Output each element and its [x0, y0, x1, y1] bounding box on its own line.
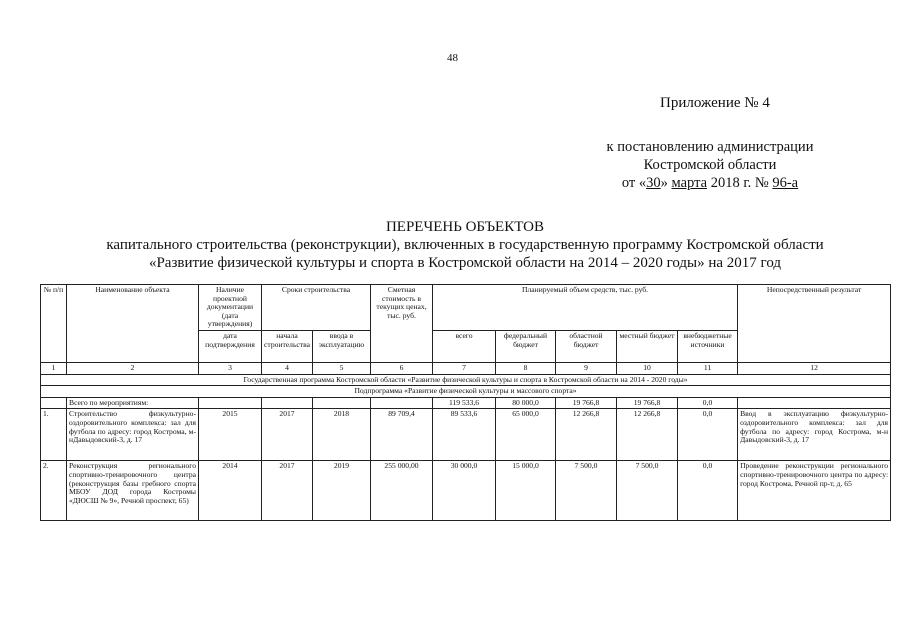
header-total: всего [433, 330, 496, 362]
col-number: 5 [313, 362, 371, 374]
total-row-regional: 19 766,8 [556, 397, 617, 409]
total-row-empty [313, 397, 371, 409]
table-row [41, 461, 891, 521]
objects-table [40, 284, 891, 521]
decree-reference [560, 138, 860, 192]
row-start-year: 2017 [262, 409, 313, 461]
row-federal: 65 000,0 [496, 409, 556, 461]
decree-number: 96-а [772, 175, 799, 191]
total-row-label: Всего по мероприятиям: [67, 397, 199, 409]
decree-day: 30 [646, 175, 661, 191]
total-row-empty [199, 397, 262, 409]
col-number: 2 [67, 362, 199, 374]
col-number: 9 [556, 362, 617, 374]
header-commission: ввода в эксплуатацию [313, 330, 371, 362]
header-cost: Сметная стоимость в текущих ценах, тыс. руб. [371, 285, 433, 363]
title-line-2: капитального строительства (реконструкции), включенных в государственную программу Костромской области [106, 237, 824, 253]
row-local: 12 266,8 [617, 409, 678, 461]
row-total: 30 000,0 [433, 461, 496, 521]
total-row-local: 19 766,8 [617, 397, 678, 409]
row-start-year: 2017 [262, 461, 313, 521]
col-number: 8 [496, 362, 556, 374]
total-row-empty [738, 397, 891, 409]
header-docs: Наличие проектной документации (дата утверждения) [199, 285, 262, 331]
header-regional: областной бюджет [556, 330, 617, 362]
header-name: Наименование объекта [67, 285, 199, 363]
col-number: 12 [738, 362, 891, 374]
row-num: 2. [41, 461, 67, 521]
decree-line-1: к постановлению администрации [606, 139, 814, 155]
col-number: 4 [262, 362, 313, 374]
col-number: 10 [617, 362, 678, 374]
column-number-row [41, 362, 891, 374]
header-start: начала строительства [262, 330, 313, 362]
row-num: 1. [41, 409, 67, 461]
table-row [41, 409, 891, 461]
col-number: 6 [371, 362, 433, 374]
total-row-empty [262, 397, 313, 409]
row-local: 7 500,0 [617, 461, 678, 521]
row-cost: 89 709,4 [371, 409, 433, 461]
total-row-total: 119 533,6 [433, 397, 496, 409]
header-local: местный бюджет [617, 330, 678, 362]
col-number: 7 [433, 362, 496, 374]
title-line-3: «Развитие физической культуры и спорта в Костромской области на 2014 – 2020 годы» на 2017 год [148, 255, 782, 271]
row-offbudget: 0,0 [678, 409, 738, 461]
row-offbudget: 0,0 [678, 461, 738, 521]
total-row-empty [371, 397, 433, 409]
row-federal: 15 000,0 [496, 461, 556, 521]
total-row [41, 397, 891, 409]
header-result: Непосредственный результат [738, 285, 891, 363]
document-title [40, 218, 890, 272]
decree-line-2: Костромской области [643, 157, 777, 173]
decree-month: марта [671, 175, 708, 191]
decree-year: 2018 г. № [707, 175, 773, 191]
title-line-1: ПЕРЕЧЕНЬ ОБЪЕКТОВ [385, 219, 545, 235]
decree-sep: » [660, 175, 672, 191]
row-result: Проведение реконструкции регионального спортивно-тренировочного центра по адресу: город Кострома, Речной пр-т, д. 65 [738, 461, 891, 521]
row-end-year: 2018 [313, 409, 371, 461]
page-number: 48 [447, 52, 458, 64]
header-offbudget: внебюджетные источники [678, 330, 738, 362]
appendix-label: Приложение № 4 [660, 95, 770, 111]
row-object-name: Строительство физкультурно-оздоровительного комплекса: зал для футбола по адресу: город Кострома, м-нДавыдовский-3, д. 17 [67, 409, 199, 461]
header-federal: федеральный бюджет [496, 330, 556, 362]
row-end-year: 2019 [313, 461, 371, 521]
col-number: 3 [199, 362, 262, 374]
header-terms: Сроки строительства [262, 285, 371, 331]
total-row-offbudget: 0,0 [678, 397, 738, 409]
row-cost: 255 000,00 [371, 461, 433, 521]
decree-line-3 [560, 174, 860, 192]
row-regional: 12 266,8 [556, 409, 617, 461]
col-number: 1 [41, 362, 67, 374]
decree-prefix: от « [621, 175, 647, 191]
row-docs-date: 2015 [199, 409, 262, 461]
row-regional: 7 500,0 [556, 461, 617, 521]
header-num: № п/п [41, 285, 67, 363]
header-docs-date: дата подтверждения [199, 330, 262, 362]
row-docs-date: 2014 [199, 461, 262, 521]
subprogram-row: Подпрограмма «Развитие физической культуры и массового спорта» [41, 386, 891, 398]
row-result: Ввод в эксплуатацию физкультурно-оздоровительного комплекса: зал для футбола по адресу: город Кострома, м-н Давыдовский-3, д. 17 [738, 409, 891, 461]
col-number: 11 [678, 362, 738, 374]
total-row-empty [41, 397, 67, 409]
total-row-federal: 80 000,0 [496, 397, 556, 409]
program-row: Государственная программа Костромской области «Развитие физической культуры и спорта в Костромской области на 2014 - 2020 годы» [41, 374, 891, 386]
header-funding: Планируемый объем средств, тыс. руб. [433, 285, 738, 331]
row-object-name: Реконструкция регионального спортивно-тренировочного центра (реконструкция базы гребного спорта МБОУ ДОД города Костромы «ДЮСШ № 9», Речной проспект, 65) [67, 461, 199, 521]
row-total: 89 533,6 [433, 409, 496, 461]
